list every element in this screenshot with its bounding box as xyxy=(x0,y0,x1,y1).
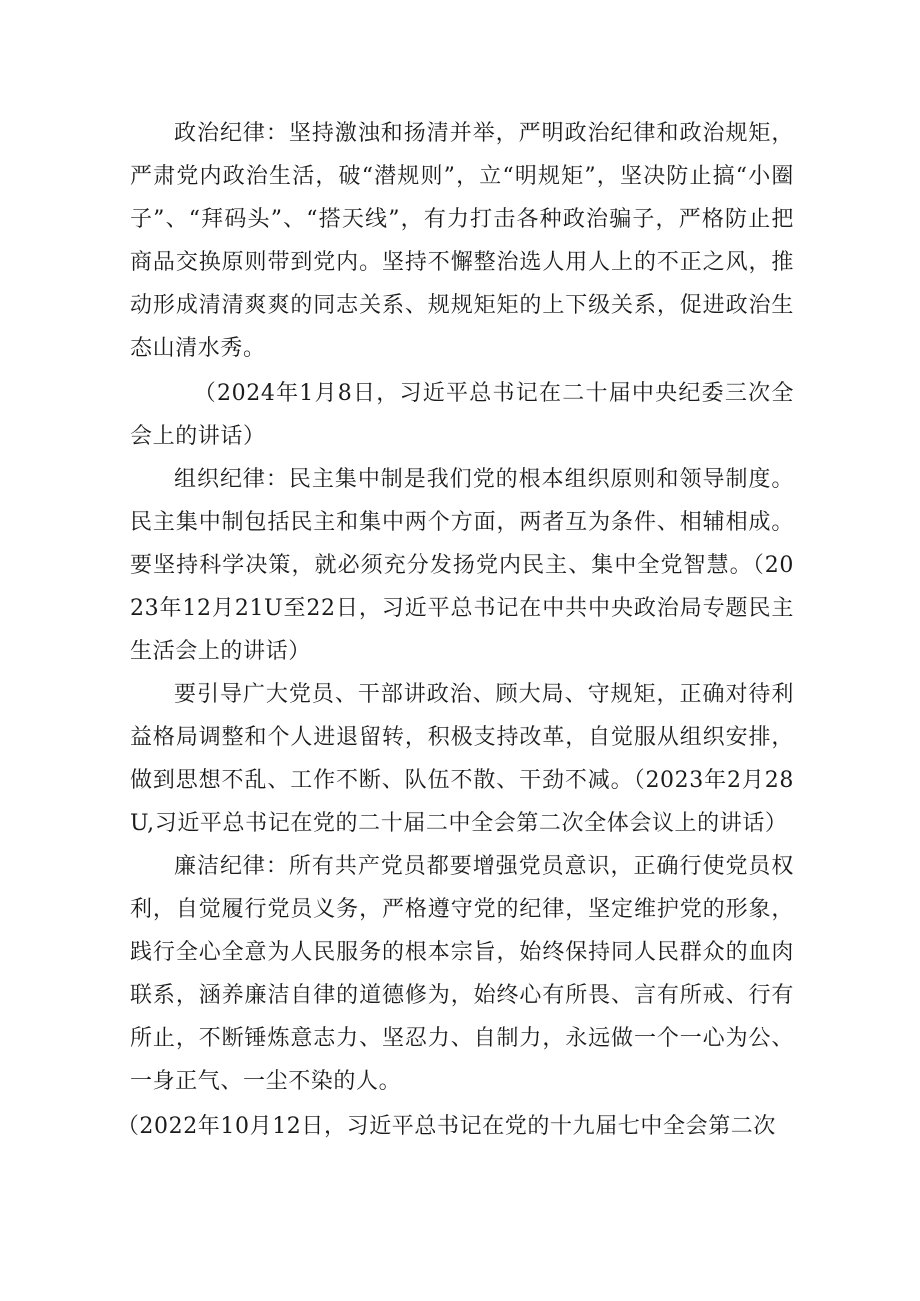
paragraph-integrity-discipline: 廉洁纪律：所有共产党员都要增强党员意识，正确行使党员权利，自觉履行党员义务，严格遵守党的纪律，坚定维护党的形象，践行全心全意为人民服务的根本宗旨，始终保持同人民群众的血肉联系，涵养廉洁自律的道德修为，始终心有所畏、言有所戒、行有所止，不断锤炼意志力、坚忍力、自制力，永远做一个一心为公、一身正气、一尘不染的人。 xyxy=(130,854,794,1094)
document-body xyxy=(116,112,794,1148)
paragraph-organizational-discipline: 组织纪律：民主集中制是我们党的根本组织原则和领导制度。民主集中制包括民主和集中两个方面，两者互为条件、相辅相成。要坚持科学决策，就必须充分发扬党内民主、集中全党智慧。（2023年12月21U至22日，习近平总书记在中共中央政治局专题民主生活会上的讲话） xyxy=(130,467,794,664)
paragraph-political-discipline: 政治纪律：坚持激浊和扬清并举，严明政治纪律和政治规矩，严肃党内政治生活，破“潜规则”，立“明规矩”，坚决防止搞“小圈子”、“拜码头”、“搭天线”，有力打击各种政治骗子，严格防止把商品交换原则带到党内。坚持不懈整治选人用人上的不正之风，推动形成清清爽爽的同志关系、规规矩矩的上下级关系，促进政治生态山清水秀。 xyxy=(130,121,794,361)
paragraph-guidance: 要引导广大党员、干部讲政治、顾大局、守规矩，正确对待利益格局调整和个人进退留转，积极支持改革，自觉服从组织安排，做到思想不乱、工作不断、队伍不散、干劲不减。（2023年2月28U,习近平总书记在党的二十届二中全会第二次全体会议上的讲话） xyxy=(130,682,794,836)
citation-2022-oct: （2022年10月12日，习近平总书记在党的十九届七中全会第二次 xyxy=(116,1114,776,1139)
citation-2024-jan: （2024年1月8日，习近平总书记在二十届中央纪委三次全会上的讲话） xyxy=(130,381,794,449)
